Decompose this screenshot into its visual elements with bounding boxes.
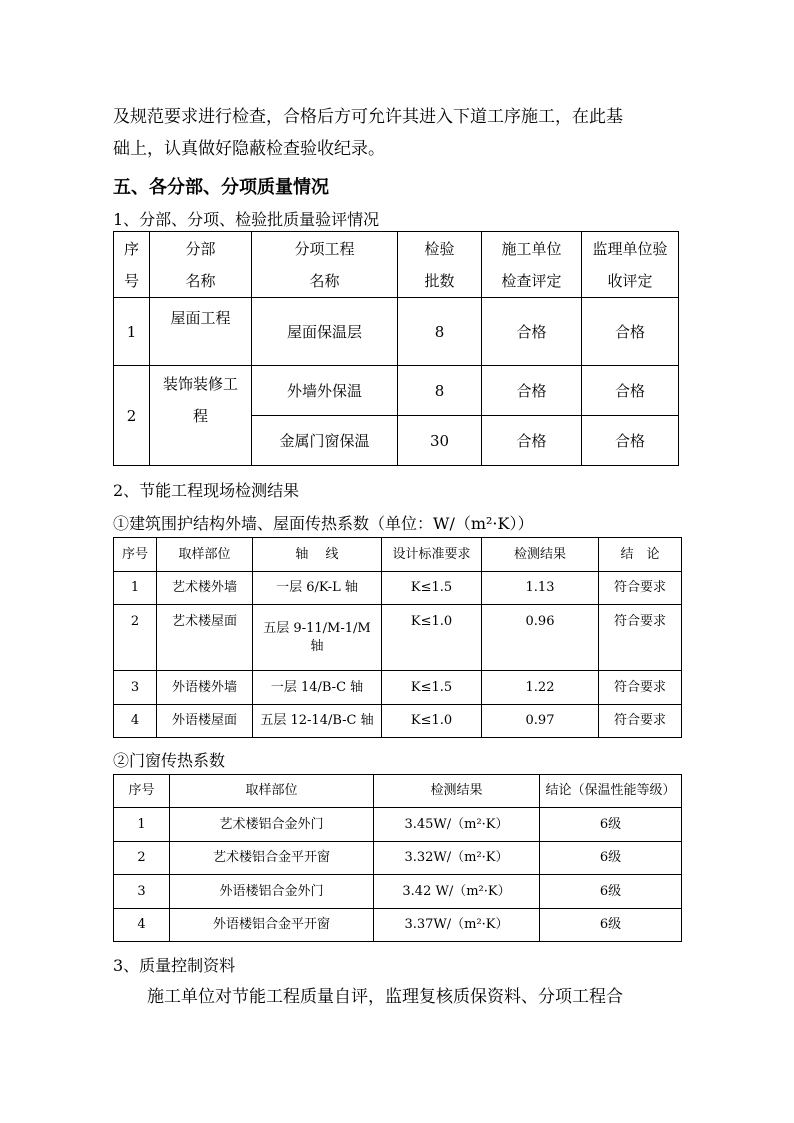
- design-standard: K≤1.5: [382, 671, 482, 705]
- design-standard: K≤1.0: [382, 605, 482, 671]
- design-standard: K≤1.5: [382, 572, 482, 605]
- table2-header-cell: 检测结果: [482, 538, 599, 572]
- table2-header-cell: 结 论: [599, 538, 682, 572]
- supervisor-evaluation: 合格: [582, 298, 679, 366]
- sample-part: 外语楼铝合金外门: [170, 875, 374, 909]
- table-row: [114, 298, 679, 366]
- division-name: 屋面工程: [150, 298, 252, 366]
- section-title: 五、各分部、分项质量情况: [113, 177, 329, 198]
- table1-header-cell: 监理单位验 收评定: [582, 232, 679, 298]
- supervisor-evaluation: 合格: [582, 416, 679, 466]
- batch-count: 8: [398, 298, 482, 366]
- table-row: [114, 842, 682, 875]
- axis-line: 五层 9-11/M-1/M 轴: [253, 605, 382, 671]
- insulation-grade: 6级: [540, 909, 682, 942]
- sample-part: 外语楼屋面: [157, 705, 253, 738]
- conclusion: 符合要求: [599, 705, 682, 738]
- conclusion: 符合要求: [599, 605, 682, 671]
- closing-paragraph: 施工单位对节能工程质量自评，监理复核质保资料、分项工程合: [113, 987, 623, 1007]
- row-number: 4: [114, 909, 170, 942]
- row-number: 2: [114, 605, 157, 671]
- door-window-heat-transfer-table: [113, 774, 682, 942]
- design-standard: K≤1.0: [382, 705, 482, 738]
- table2-header-row: [114, 538, 682, 572]
- sample-part: 艺术楼铝合金平开窗: [170, 842, 374, 875]
- table-row: [114, 605, 682, 671]
- row-number: 4: [114, 705, 157, 738]
- row-number: 2: [114, 366, 150, 466]
- batch-count: 8: [398, 366, 482, 416]
- table2-header-cell: 设计标准要求: [382, 538, 482, 572]
- subsection-3-title: 3、质量控制资料: [113, 956, 236, 975]
- intro-line-1: 及规范要求进行检查，合格后方可允许其进入下道工序施工，在此基: [113, 107, 623, 127]
- test-result: 3.32W/（m²·K）: [374, 842, 540, 875]
- row-number: 1: [114, 572, 157, 605]
- intro-line-2: 础上，认真做好隐蔽检查验收纪录。: [113, 139, 385, 159]
- table1-header-cell: 序 号: [114, 232, 150, 298]
- test-result: 0.96: [482, 605, 599, 671]
- insulation-grade: 6级: [540, 842, 682, 875]
- conclusion: 符合要求: [599, 671, 682, 705]
- table-row: [114, 572, 682, 605]
- insulation-grade: 6级: [540, 875, 682, 909]
- conclusion: 符合要求: [599, 572, 682, 605]
- row-number: 1: [114, 298, 150, 366]
- table-row: [114, 808, 682, 842]
- table1-header-cell: 检验 批数: [398, 232, 482, 298]
- item-name: 金属门窗保温: [252, 416, 398, 466]
- item-name: 外墙外保温: [252, 366, 398, 416]
- division-name: 装饰装修工 程: [150, 366, 252, 466]
- table3-header-cell: 结论（保温性能等级）: [540, 775, 682, 808]
- contractor-evaluation: 合格: [482, 366, 582, 416]
- insulation-grade: 6级: [540, 808, 682, 842]
- axis-line: 一层 14/B-C 轴: [253, 671, 382, 705]
- table-row: [114, 671, 682, 705]
- heat-transfer-envelope-table: [113, 537, 682, 738]
- row-number: 3: [114, 671, 157, 705]
- contractor-evaluation: 合格: [482, 298, 582, 366]
- table3-header-row: [114, 775, 682, 808]
- sample-part: 外语楼外墙: [157, 671, 253, 705]
- table-row: [114, 909, 682, 942]
- supervisor-evaluation: 合格: [582, 366, 679, 416]
- table1-header-cell: 分部 名称: [150, 232, 252, 298]
- batch-count: 30: [398, 416, 482, 466]
- table1-header-cell: 施工单位 检查评定: [482, 232, 582, 298]
- table3-header-cell: 取样部位: [170, 775, 374, 808]
- sample-part: 外语楼铝合金平开窗: [170, 909, 374, 942]
- subsection-2-title: 2、节能工程现场检测结果: [113, 481, 300, 500]
- table1-header-cell: 分项工程 名称: [252, 232, 398, 298]
- table-row: [114, 705, 682, 738]
- test-result: 3.37W/（m²·K）: [374, 909, 540, 942]
- sample-part: 艺术楼铝合金外门: [170, 808, 374, 842]
- test-result: 0.97: [482, 705, 599, 738]
- axis-line: 五层 12-14/B-C 轴: [253, 705, 382, 738]
- subsection-1-title: 1、分部、分项、检验批质量验评情况: [113, 210, 380, 229]
- contractor-evaluation: 合格: [482, 416, 582, 466]
- table3-header-cell: 序号: [114, 775, 170, 808]
- table-row: [114, 875, 682, 909]
- test-result: 1.22: [482, 671, 599, 705]
- table-row: [114, 366, 679, 416]
- axis-line: 一层 6/K-L 轴: [253, 572, 382, 605]
- test-result: 3.42 W/（m²·K）: [374, 875, 540, 909]
- test-result: 1.13: [482, 572, 599, 605]
- row-number: 2: [114, 842, 170, 875]
- sample-part: 艺术楼屋面: [157, 605, 253, 671]
- test-result: 3.45W/（m²·K）: [374, 808, 540, 842]
- row-number: 3: [114, 875, 170, 909]
- row-number: 1: [114, 808, 170, 842]
- table3-header-cell: 检测结果: [374, 775, 540, 808]
- sample-part: 艺术楼外墙: [157, 572, 253, 605]
- subsection-2b-title: ②门窗传热系数: [113, 751, 226, 770]
- table1-header-row: [114, 232, 679, 298]
- subsection-2a-title: ①建筑围护结构外墙、屋面传热系数（单位：W/（m²·K））: [113, 514, 534, 533]
- table2-header-cell: 取样部位: [157, 538, 253, 572]
- quality-evaluation-table: [113, 231, 679, 466]
- table2-header-cell: 序号: [114, 538, 157, 572]
- item-name: 屋面保温层: [252, 298, 398, 366]
- table2-header-cell: 轴 线: [253, 538, 382, 572]
